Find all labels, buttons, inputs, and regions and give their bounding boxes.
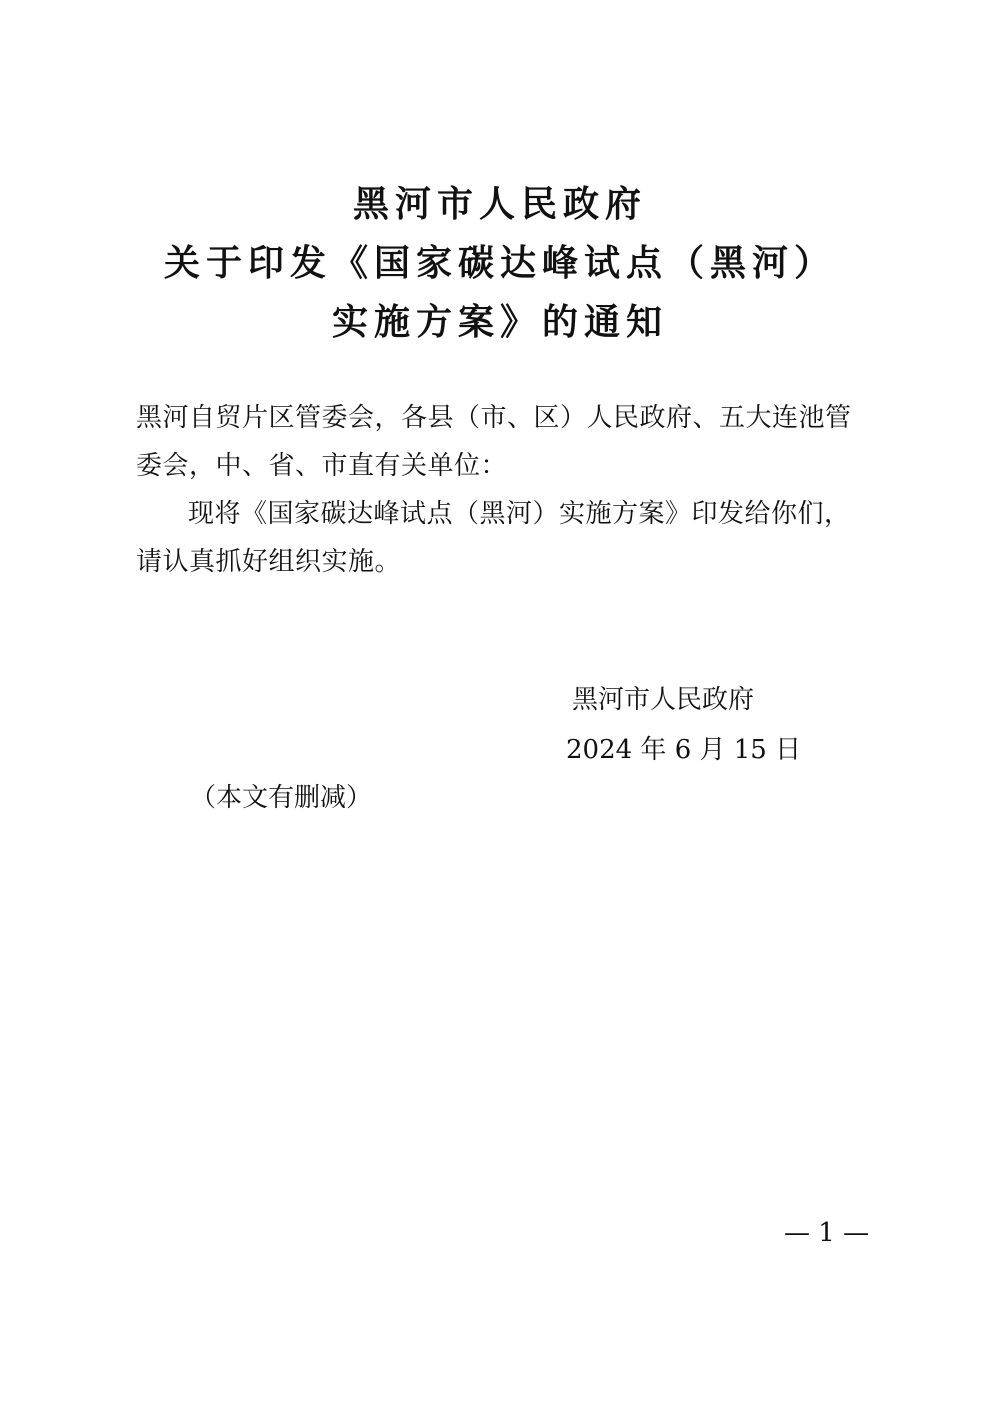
title-line-1: 黑河市人民政府 <box>352 183 647 225</box>
title-line-3: 实施方案》的通知 <box>331 301 668 343</box>
page-number: — 1 — <box>784 1218 870 1248</box>
body-paragraph: 现将《国家碳达峰试点（黑河）实施方案》印发给你们，请认真抓好组织实施。 <box>136 499 851 577</box>
deletion-note: （本文有删减） <box>190 783 373 813</box>
title-line-2: 关于印发《国家碳达峰试点（黑河） <box>163 242 836 284</box>
addressee: 黑河自贸片区管委会，各县（市、区）人民政府、五大连池管委会，中、省、市直有关单位： <box>136 403 852 481</box>
signature-date: 2024 年 6 月 15 日 <box>566 735 802 765</box>
signature-organization: 黑河市人民政府 <box>572 685 755 715</box>
